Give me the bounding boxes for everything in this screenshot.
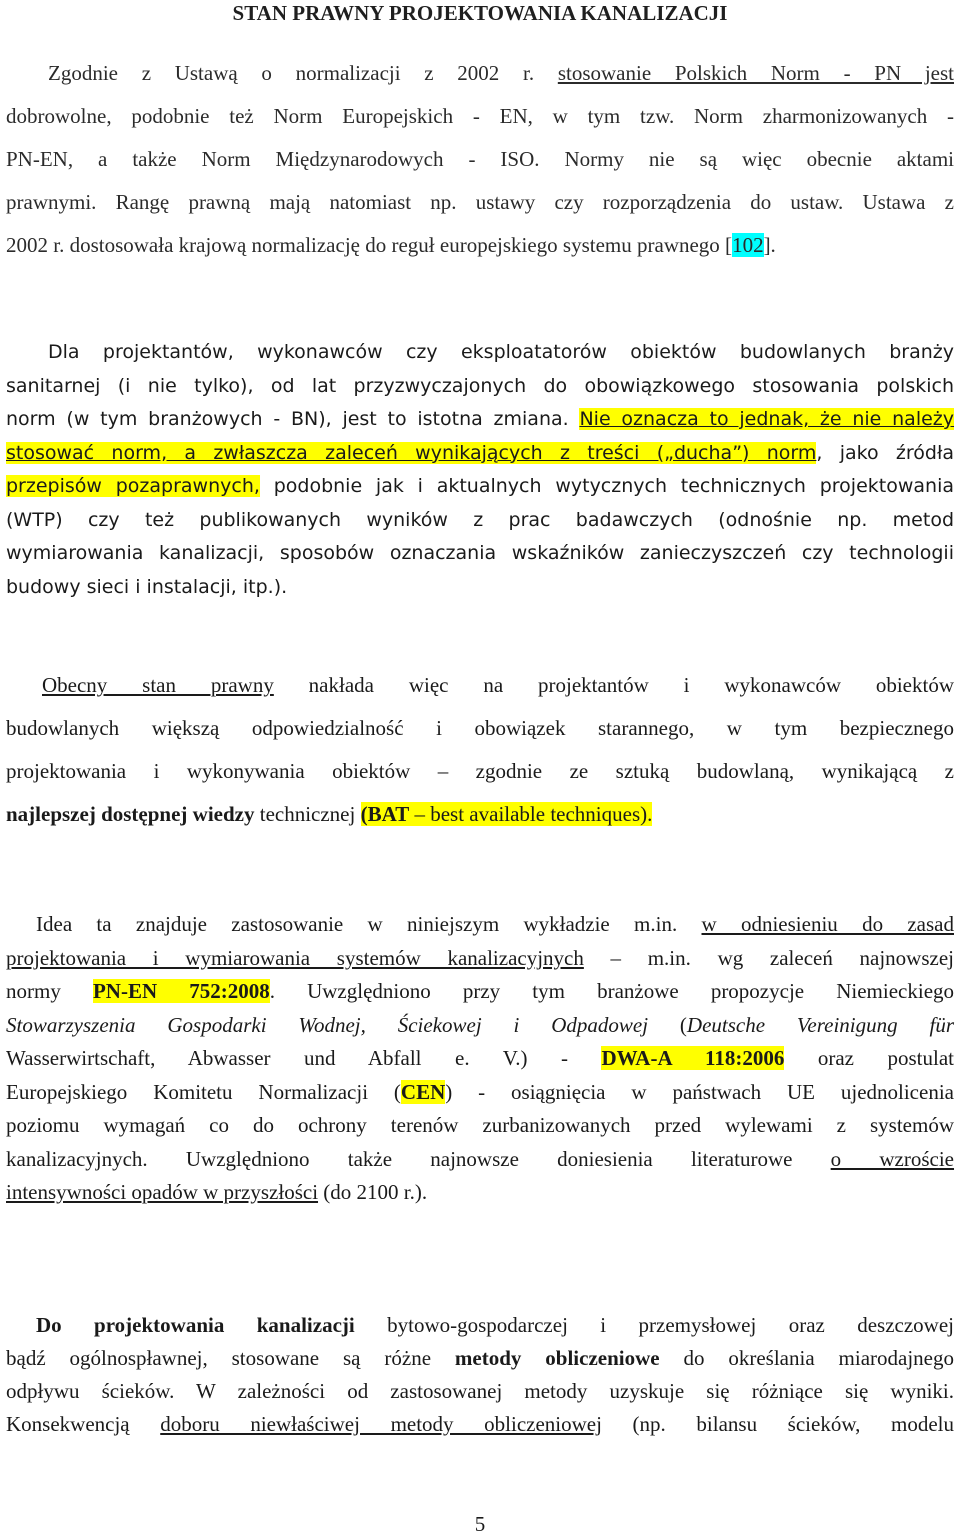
norm-highlight: PN-EN 752:2008 bbox=[92, 979, 270, 1003]
text-span: odpływu ścieków. W zależności od zastosowanej metody uzyskuje się różniące się wyniki. bbox=[6, 1379, 954, 1403]
italic-text: Stowarzyszenia Gospodarki Wodnej, Ściekowej i Odpadowej bbox=[6, 1012, 649, 1037]
highlighted-text: stosować norm, a zwłaszcza zaleceń wynikających z treści („ducha”) norm bbox=[6, 441, 817, 464]
text-span: ]. bbox=[763, 233, 776, 257]
highlighted-text: – best available techniques). bbox=[409, 802, 653, 826]
text-line bbox=[6, 1309, 954, 1342]
text-span: . Uwzględniono przy tym branżowe propozycje Niemieckiego bbox=[269, 979, 955, 1003]
italic-text: Deutsche Vereinigung für bbox=[686, 1012, 954, 1037]
text-line bbox=[6, 437, 954, 471]
text-line bbox=[6, 975, 954, 1009]
text-line bbox=[6, 181, 954, 224]
text-span: sanitarnej (i nie tylko), od lat przyzwyczajonych do obowiązkowego stosowania polskich bbox=[6, 374, 954, 397]
text-span: Konsekwencją bbox=[6, 1412, 161, 1436]
paragraph-current-legal-state bbox=[6, 664, 954, 836]
paragraph-design-methods bbox=[6, 1309, 954, 1441]
text-line bbox=[6, 95, 954, 138]
text-line bbox=[6, 470, 954, 504]
page-title: STAN PRAWNY PROJEKTOWANIA KANALIZACJI bbox=[232, 1, 728, 25]
text-line bbox=[6, 793, 954, 836]
underlined-text: o wzroście bbox=[830, 1146, 955, 1171]
text-span: (do 2100 r.). bbox=[318, 1180, 428, 1204]
text-line bbox=[6, 942, 954, 976]
text-line bbox=[6, 537, 954, 571]
page-number: 5 bbox=[474, 1512, 486, 1536]
text-span: , jako źródła bbox=[816, 441, 954, 464]
text-line bbox=[6, 504, 954, 538]
text-span: ) - osiągnięcia w państwach UE ujednolicenia bbox=[445, 1079, 954, 1104]
text-span: do określania miarodajnego bbox=[659, 1346, 954, 1370]
text-line bbox=[6, 1009, 954, 1043]
text-span: oraz postulat bbox=[784, 1046, 954, 1070]
text-span: bytowo-gospodarczej i przemysłowej oraz deszczowej bbox=[354, 1313, 954, 1337]
underlined-text: doboru niewłaściwej metody obliczeniowej bbox=[160, 1412, 602, 1436]
text-span: nakłada więc na projektantów i wykonawców obiektów bbox=[273, 673, 954, 697]
highlighted-text: (BAT bbox=[360, 802, 410, 826]
underlined-text: stosowanie Polskich Norm - PN jest bbox=[557, 61, 955, 85]
text-span: (WTP) czy też publikowanych wyników z prac badawczych (odnośnie np. metod bbox=[6, 508, 954, 531]
text-span: ( bbox=[648, 1012, 687, 1037]
text-line bbox=[6, 1109, 954, 1143]
text-line bbox=[6, 1408, 954, 1441]
text-line bbox=[6, 664, 954, 707]
text-span: budowy sieci i instalacji, itp.). bbox=[6, 575, 288, 598]
text-span: norm (w tym branżowych - BN), jest to istotna zmiana. bbox=[6, 408, 580, 430]
text-span: bądź ogólnospławnej, stosowane są różne bbox=[6, 1346, 455, 1370]
text-span: kanalizacyjnych. Uwzględniono także najnowsze doniesienia literaturowe bbox=[6, 1146, 831, 1171]
text-line bbox=[6, 224, 954, 267]
text-line bbox=[6, 1042, 954, 1076]
text-span: Wasserwirtschaft, Abwasser und Abfall e. V.) - bbox=[6, 1046, 602, 1070]
text-span: Europejskiego Komitetu Normalizacji ( bbox=[6, 1079, 401, 1104]
bold-text: Do projektowania kanalizacji bbox=[36, 1313, 355, 1337]
bold-text: metody obliczeniowe bbox=[454, 1346, 660, 1370]
text-line bbox=[6, 1143, 954, 1177]
text-span: projektowania i wykonywania obiektów – zgodnie ze sztuką budowlaną, wynikającą z bbox=[6, 759, 954, 783]
text-line bbox=[6, 52, 954, 95]
text-span: technicznej bbox=[254, 802, 361, 826]
bold-text: najlepszej dostępnej wiedzy bbox=[6, 802, 255, 826]
text-line bbox=[6, 370, 954, 404]
paragraph-lecture-idea bbox=[6, 908, 954, 1210]
text-line bbox=[6, 1342, 954, 1375]
text-line bbox=[6, 571, 954, 605]
text-line bbox=[6, 1375, 954, 1408]
text-span: podobnie jak i aktualnych wytycznych technicznych projektowania bbox=[259, 475, 954, 497]
norm-highlight: CEN bbox=[400, 1079, 446, 1104]
highlighted-text: Nie oznacza to jednak, że nie należy bbox=[579, 408, 955, 430]
highlighted-text: przepisów pozaprawnych, bbox=[6, 475, 260, 497]
text-span: budowlanych większą odpowiedzialność i obowiązek starannego, w tym bezpiecznego bbox=[6, 716, 954, 740]
text-span: Zgodnie z Ustawą o normalizacji z 2002 r. bbox=[48, 61, 558, 85]
underlined-text: projektowania i wymiarowania systemów kanalizacyjnych bbox=[6, 945, 584, 970]
text-line bbox=[6, 908, 954, 942]
text-span: – m.in. wg zaleceń najnowszej bbox=[583, 945, 954, 970]
text-span: PN-EN, a także Norm Międzynarodowych - ISO. Normy nie są więc obecnie aktami bbox=[6, 147, 954, 171]
text-line bbox=[6, 750, 954, 793]
text-span: normy bbox=[6, 979, 93, 1003]
text-line bbox=[6, 138, 954, 181]
underlined-text: Obecny stan prawny bbox=[42, 673, 274, 697]
text-span: wymiarowania kanalizacji, sposobów oznaczania wskaźników zanieczyszczeń czy technologii bbox=[6, 542, 954, 564]
text-span: dobrowolne, podobnie też Norm Europejskich - EN, w tym tzw. Norm zharmonizowanych - bbox=[6, 104, 954, 128]
citation-highlight: 102 bbox=[732, 233, 764, 257]
text-span: Dla projektantów, wykonawców czy eksploatatorów obiektów budowlanych branży bbox=[48, 341, 954, 363]
text-line bbox=[6, 403, 954, 437]
underlined-text: w odniesieniu do zasad bbox=[701, 912, 954, 936]
text-line bbox=[6, 336, 954, 370]
text-line bbox=[6, 1076, 954, 1110]
text-line bbox=[6, 707, 954, 750]
text-span: Idea ta znajduje zastosowanie w niniejszym wykładzie m.in. bbox=[36, 912, 702, 936]
text-span: 2002 r. dostosowała krajową normalizację do reguł europejskiego systemu prawnego [ bbox=[6, 233, 733, 257]
paragraph-legal-status bbox=[6, 52, 954, 267]
text-line bbox=[6, 1176, 954, 1210]
underlined-text: intensywności opadów w przyszłości bbox=[6, 1180, 319, 1204]
norm-highlight: DWA-A 118:2006 bbox=[601, 1046, 785, 1070]
text-span: (np. bilansu ścieków, modelu bbox=[601, 1412, 954, 1436]
text-span: prawnymi. Rangę prawną mają natomiast np. ustawy czy rozporządzenia do ustaw. Ustawa z bbox=[6, 190, 954, 214]
text-span: poziomu wymagań co do ochrony terenów zurbanizowanych przed wylewami z systemów bbox=[6, 1113, 954, 1137]
paragraph-designers bbox=[6, 336, 954, 604]
